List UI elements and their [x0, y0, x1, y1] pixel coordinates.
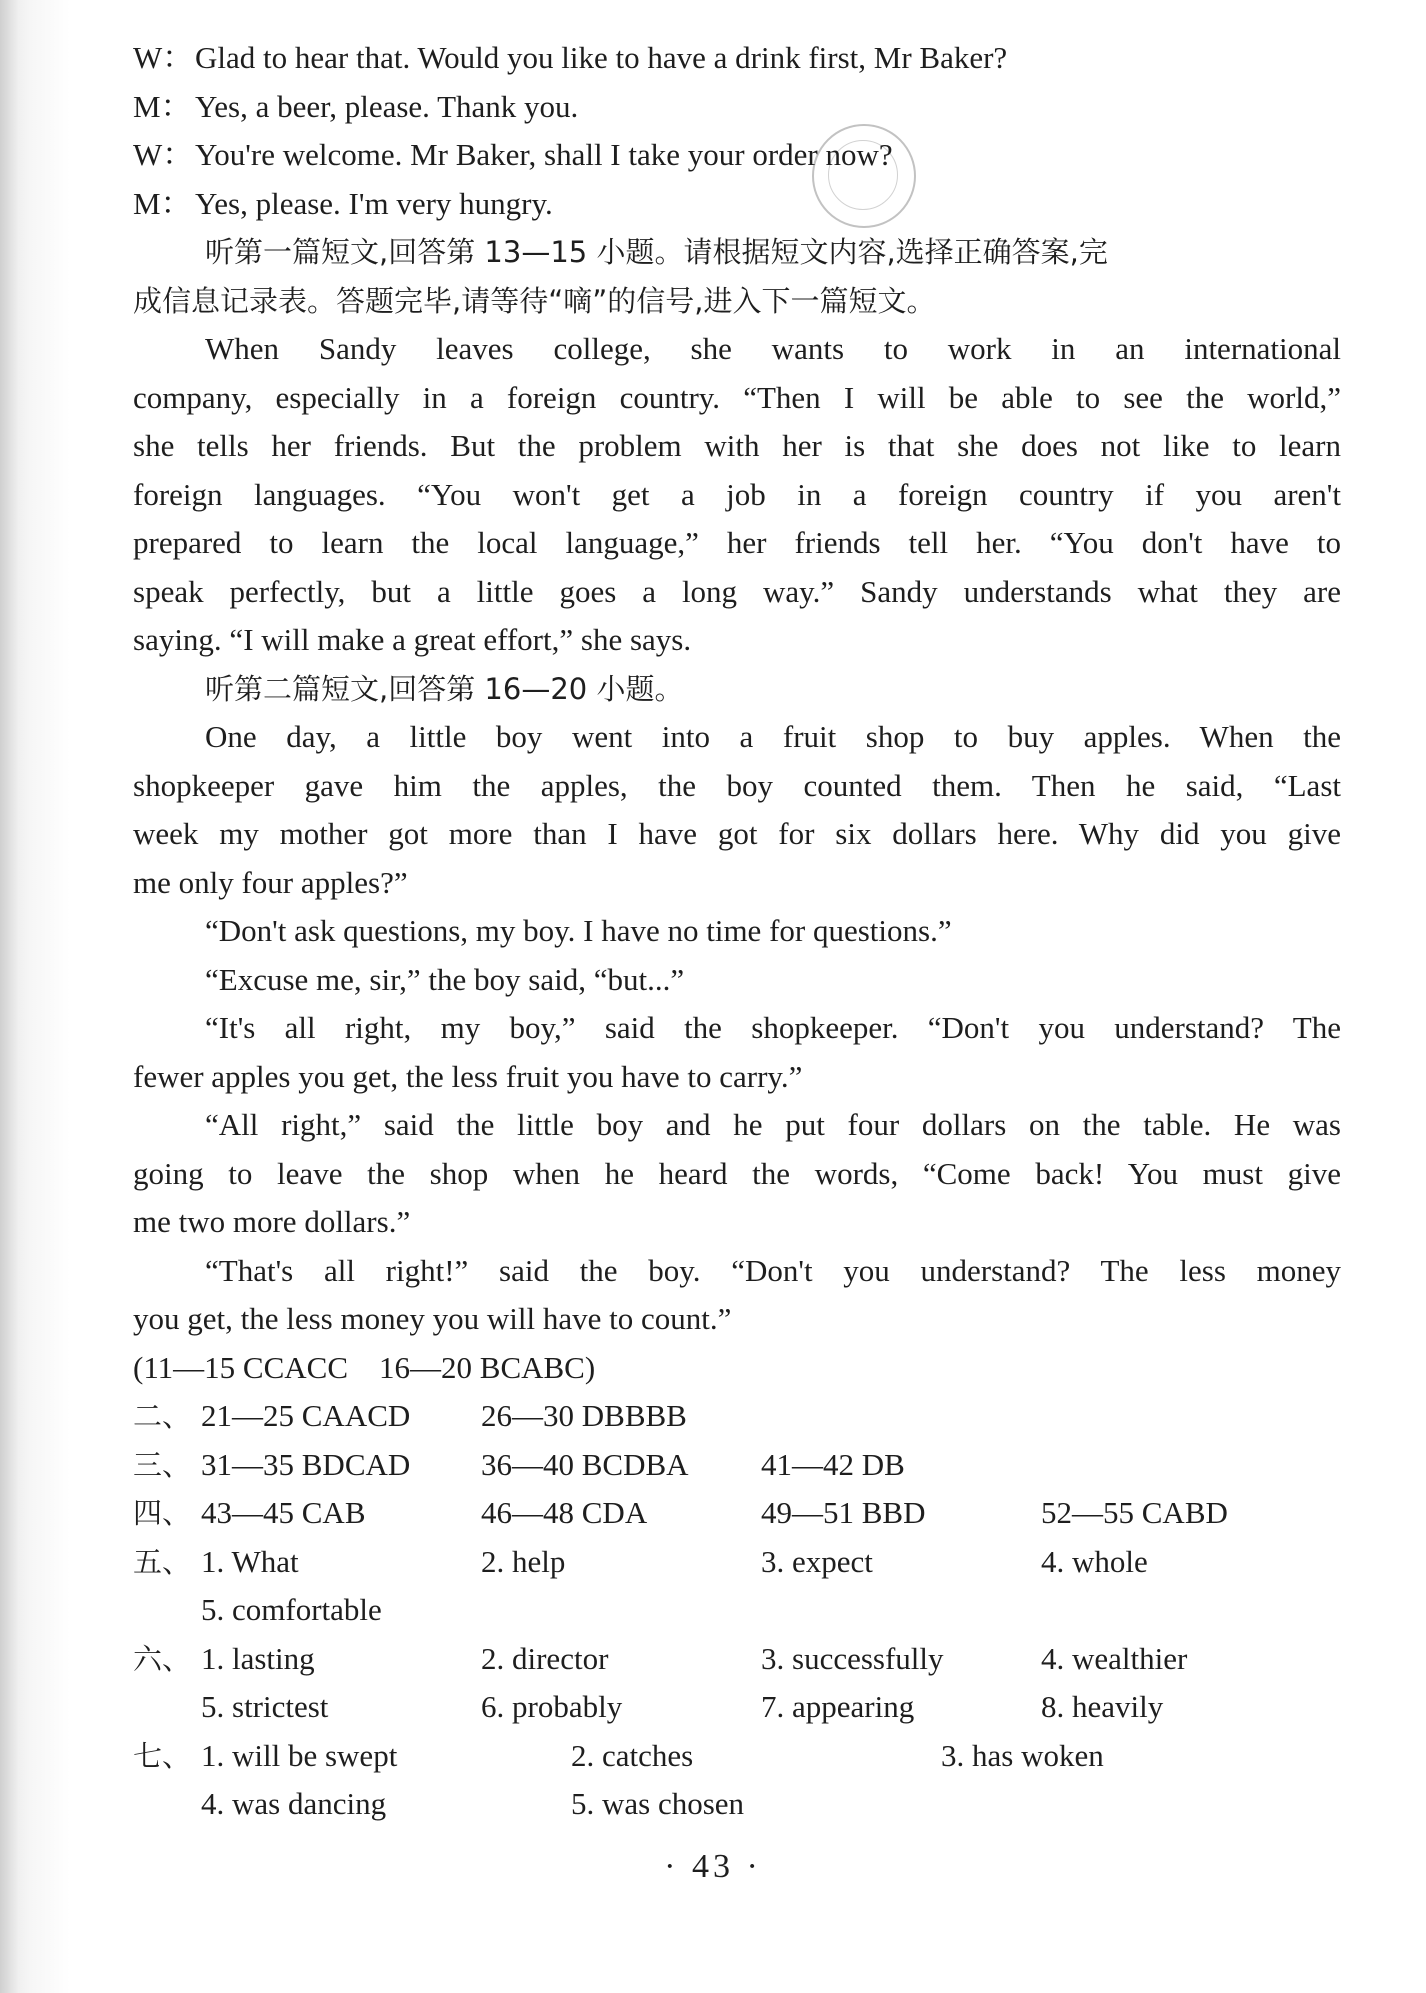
answer-row-section-7 [133, 1732, 1341, 1781]
speaker: W： [133, 137, 194, 172]
answer-row-section-5-cont [133, 1586, 1341, 1635]
answer-item: 21—25 CAACD [201, 1398, 411, 1433]
section-label: 六、 [133, 1641, 192, 1676]
answer-row-section-3 [133, 1441, 1341, 1490]
answer-item: 1. What [201, 1543, 299, 1579]
passage-2-line: shopkeeper gave him the apples, the boy counted them. Then he said, “Last [133, 767, 1341, 803]
answer-item: 3. successfully [761, 1640, 944, 1676]
speaker: M： [133, 88, 192, 124]
answer-item: 3. has woken [941, 1737, 1104, 1773]
answer-item: 26—30 DBBBB [481, 1398, 687, 1433]
answer-row-section-6 [133, 1635, 1341, 1684]
dialogue-text: Yes, a beer, please. Thank you. [195, 88, 579, 124]
passage-1-line: saying. “I will make a great effort,” she says. [133, 622, 692, 657]
answer-item: 49—51 BBD [761, 1495, 926, 1530]
answer-item: 46—48 CDA [481, 1495, 648, 1530]
passage-2-line: fewer apples you get, the less fruit you have to carry.” [133, 1058, 803, 1094]
answer-item: 5. comfortable [201, 1592, 382, 1627]
answer-item: 3. expect [761, 1543, 873, 1579]
passage-2-line: “Excuse me, sir,” the boy said, “but...” [205, 961, 685, 997]
page-content [133, 34, 1341, 1829]
answer-item: 31—35 BDCAD [201, 1446, 411, 1482]
dialogue-text: Yes, please. I'm very hungry. [195, 185, 553, 221]
passage-2-line: “All right,” said the little boy and he put four dollars on the table. He was [205, 1107, 1341, 1142]
answer-row-section-2 [133, 1392, 1341, 1441]
passage-2-line: me only four apples?” [133, 864, 408, 900]
answer-item: 5. was chosen [571, 1786, 745, 1821]
answer-row-section-6-cont [133, 1683, 1341, 1732]
passage-2-line: One day, a little boy went into a fruit shop to buy apples. When the [205, 719, 1341, 754]
dialogue-line [133, 83, 1341, 132]
answer-item: 2. director [481, 1640, 609, 1676]
answer-item: 1. will be swept [201, 1737, 398, 1773]
answer-item: 4. wealthier [1041, 1640, 1188, 1676]
dialogue-line [133, 131, 1341, 180]
answer-row-section-4 [133, 1489, 1341, 1538]
passage-2-line: you get, the less money you will have to count.” [133, 1301, 732, 1336]
answers-part-1: (11—15 CCACC 16—20 BCABC) [133, 1349, 596, 1385]
answer-item: 5. strictest [201, 1689, 329, 1724]
passage-2-line: “That's all right!” said the boy. “Don't you understand? The less money [205, 1252, 1341, 1288]
answer-item: 1. lasting [201, 1640, 315, 1676]
passage-2 [133, 713, 1341, 1344]
passage-2-line: week my mother got more than I have got for six dollars here. Why did you give [133, 816, 1341, 851]
section-label: 四、 [133, 1496, 192, 1530]
passage-2-line: “Don't ask questions, my boy. I have no time for questions.” [205, 913, 952, 948]
passage-2-line: me two more dollars.” [133, 1204, 411, 1239]
instruction-1-line: 成信息记录表。答题完毕,请等待“嘀”的信号,进入下一篇短文。 [133, 283, 936, 318]
instruction-2: 听第二篇短文,回答第 16—20 小题。 [205, 671, 684, 706]
page-number: · 43 · [664, 1848, 762, 1885]
section-label: 七、 [133, 1738, 192, 1773]
answer-row-section-7-cont [133, 1780, 1341, 1829]
answer-item: 2. catches [571, 1737, 694, 1773]
dialogue-text: Glad to hear that. Would you like to have a drink first, Mr Baker? [195, 40, 1008, 75]
passage-1-line: speak perfectly, but a little goes a long way.” Sandy understands what they are [133, 573, 1341, 609]
answer-item: 36—40 BCDBA [481, 1446, 689, 1482]
answer-item: 7. appearing [761, 1689, 915, 1724]
answer-item: 8. heavily [1041, 1689, 1164, 1724]
dialogue-line [133, 34, 1341, 83]
answer-item: 4. whole [1041, 1543, 1148, 1579]
answer-item: 43—45 CAB [201, 1495, 366, 1530]
passage-1-line: foreign languages. “You won't get a job in a foreign country if you aren't [133, 476, 1341, 512]
speaker: W： [133, 40, 194, 75]
answer-item: 2. help [481, 1543, 566, 1579]
dialogue-line [133, 180, 1341, 229]
section-label: 三、 [133, 1447, 192, 1482]
answer-row-section-5 [133, 1538, 1341, 1587]
answer-item: 6. probably [481, 1689, 623, 1724]
answer-item: 41—42 DB [761, 1446, 905, 1482]
passage-2-line: “It's all right, my boy,” said the shopkeeper. “Don't you understand? The [205, 1010, 1341, 1045]
instruction-1-line: 听第一篇短文,回答第 13—15 小题。请根据短文内容,选择正确答案,完 [205, 235, 1108, 269]
speaker: M： [133, 185, 192, 221]
scan-edge [0, 0, 18, 1993]
dialogue-text: You're welcome. Mr Baker, shall I take your order now? [195, 137, 893, 172]
passage-1-line: prepared to learn the local language,” her friends tell her. “You don't have to [133, 525, 1341, 560]
section-label: 二、 [133, 1399, 192, 1433]
answer-item: 52—55 CABD [1041, 1495, 1228, 1530]
passage-1-line: When Sandy leaves college, she wants to work in an international [205, 331, 1341, 366]
section-label: 五、 [133, 1544, 192, 1579]
passage-2-line: going to leave the shop when he heard the words, “Come back! You must give [133, 1155, 1341, 1191]
answer-item: 4. was dancing [201, 1786, 387, 1821]
passage-1-line: company, especially in a foreign country. “Then I will be able to see the world,” [133, 379, 1341, 415]
passage-1-line: she tells her friends. But the problem with her is that she does not like to learn [133, 428, 1341, 463]
